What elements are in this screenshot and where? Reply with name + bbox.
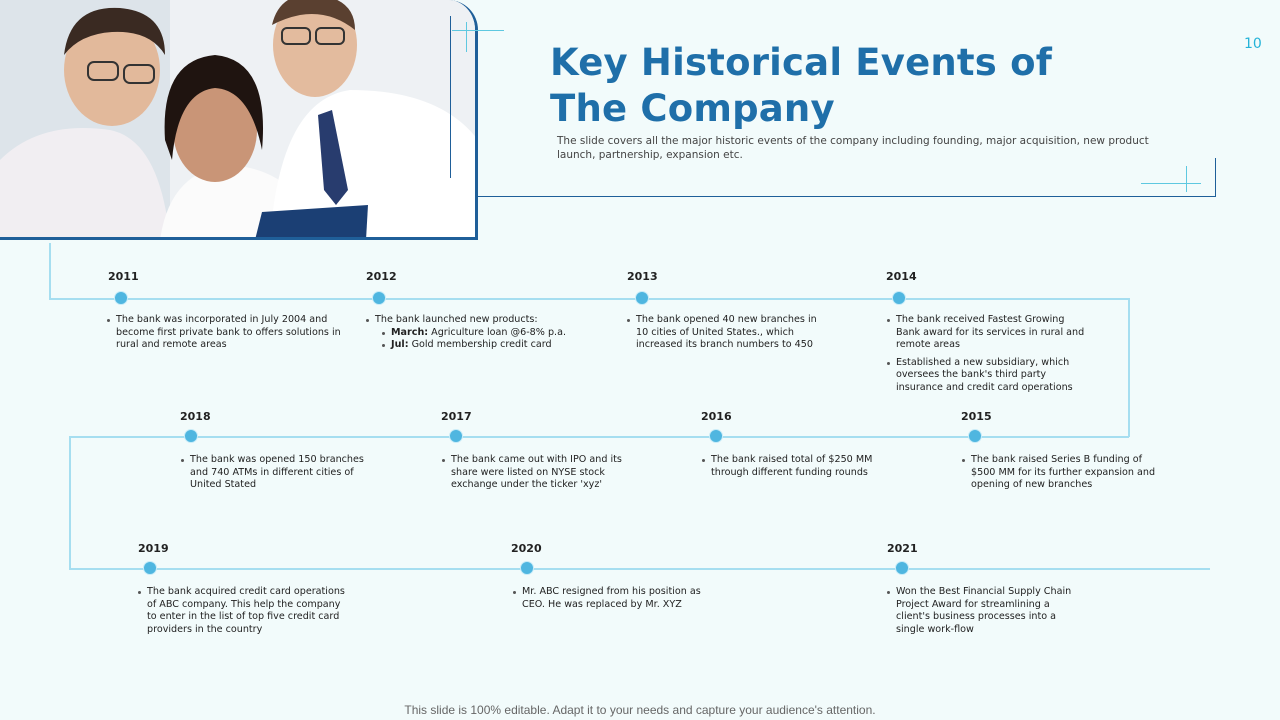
timeline-connector-right <box>1128 298 1130 437</box>
event-2012 <box>365 314 605 352</box>
header-photo <box>0 0 478 240</box>
title-line-2: The Company <box>550 87 835 130</box>
timeline-dot <box>143 561 157 575</box>
footer-note: This slide is 100% editable. Adapt it to your needs and capture your audience's attention. <box>404 703 876 717</box>
event-text: The bank raised total of $250 MM through different funding rounds <box>701 454 881 479</box>
event-text: The bank was incorporated in July 2004 and become first private bank to offers solutions in rural and remote areas <box>106 314 346 352</box>
year-label: 2017 <box>441 410 472 423</box>
subitem-label: Jul: <box>391 339 409 351</box>
timeline-connector-left-top <box>49 243 51 299</box>
event-text: The bank acquired credit card operations of ABC company. This help the company to enter in the list of top five credit card providers in the country <box>137 586 352 636</box>
timeline-dot <box>449 429 463 443</box>
event-text: The bank opened 40 new branches in 10 cities of United States., which increased its branch numbers to 450 <box>626 314 826 352</box>
event-2011 <box>106 314 346 357</box>
event-2013 <box>626 314 826 357</box>
timeline-dot <box>709 429 723 443</box>
subitem-text: Gold membership credit card <box>408 339 552 351</box>
page-subtitle: The slide covers all the major historic events of the company including founding, major acquisition, new product launch, partnership, expansion etc. <box>557 135 1149 161</box>
timeline-dot <box>114 291 128 305</box>
year-label: 2020 <box>511 542 542 555</box>
event-2020 <box>512 586 717 616</box>
timeline-dot <box>892 291 906 305</box>
page-number: 10 <box>1244 36 1262 52</box>
frame-line-right <box>1215 158 1216 197</box>
accent-line-v1 <box>466 22 467 52</box>
accent-line-v2 <box>1186 166 1187 192</box>
event-text: The bank came out with IPO and its share were listed on NYSE stock exchange under the ticker 'xyz' <box>441 454 631 492</box>
event-text: Mr. ABC resigned from his position as CEO. He was replaced by Mr. XYZ <box>512 586 717 611</box>
event-2019 <box>137 586 352 641</box>
event-text: The bank raised Series B funding of $500 MM for its further expansion and opening of new branches <box>961 454 1161 492</box>
subitem-label: March: <box>391 326 429 338</box>
timeline-connector-left <box>69 436 71 569</box>
event-subitem <box>375 327 605 340</box>
event-text: The bank was opened 150 branches and 740 ATMs in different cities of United Stated <box>180 454 370 492</box>
timeline-row-3-line <box>69 568 1210 570</box>
page-title <box>550 40 1110 132</box>
year-label: 2013 <box>627 270 658 283</box>
event-intro: The bank launched new products: <box>375 314 538 325</box>
timeline-dot <box>895 561 909 575</box>
event-2021 <box>886 586 1086 641</box>
frame-line-bottom <box>478 196 1216 197</box>
year-label: 2015 <box>961 410 992 423</box>
timeline-dot <box>968 429 982 443</box>
event-text: Established a new subsidiary, which oversees the bank's third party insurance and credit card operations <box>886 357 1086 395</box>
timeline-dot <box>635 291 649 305</box>
event-text: The bank received Fastest Growing Bank award for its services in rural and remote areas <box>886 314 1086 352</box>
accent-line-h1 <box>452 30 504 31</box>
timeline-row-1-line <box>49 298 1129 300</box>
year-label: 2014 <box>886 270 917 283</box>
event-2018 <box>180 454 370 497</box>
year-label: 2019 <box>138 542 169 555</box>
event-2016 <box>701 454 881 484</box>
business-team-illustration <box>0 0 478 240</box>
year-label: 2016 <box>701 410 732 423</box>
subitem-text: Agriculture loan @6-8% p.a. <box>428 326 567 338</box>
frame-line-left <box>450 16 451 178</box>
title-line-1: Key Historical Events of <box>550 41 1053 84</box>
timeline-dot <box>520 561 534 575</box>
event-text <box>365 314 605 352</box>
year-label: 2018 <box>180 410 211 423</box>
timeline-dot <box>184 429 198 443</box>
event-subitem <box>375 339 605 352</box>
event-2017 <box>441 454 631 497</box>
timeline-dot <box>372 291 386 305</box>
year-label: 2021 <box>887 542 918 555</box>
year-label: 2012 <box>366 270 397 283</box>
event-text: Won the Best Financial Supply Chain Project Award for streamlining a client's business processes into a single work-flow <box>886 586 1086 636</box>
accent-line-h2 <box>1141 183 1201 184</box>
event-2014 <box>886 314 1086 400</box>
event-2015 <box>961 454 1161 497</box>
year-label: 2011 <box>108 270 139 283</box>
